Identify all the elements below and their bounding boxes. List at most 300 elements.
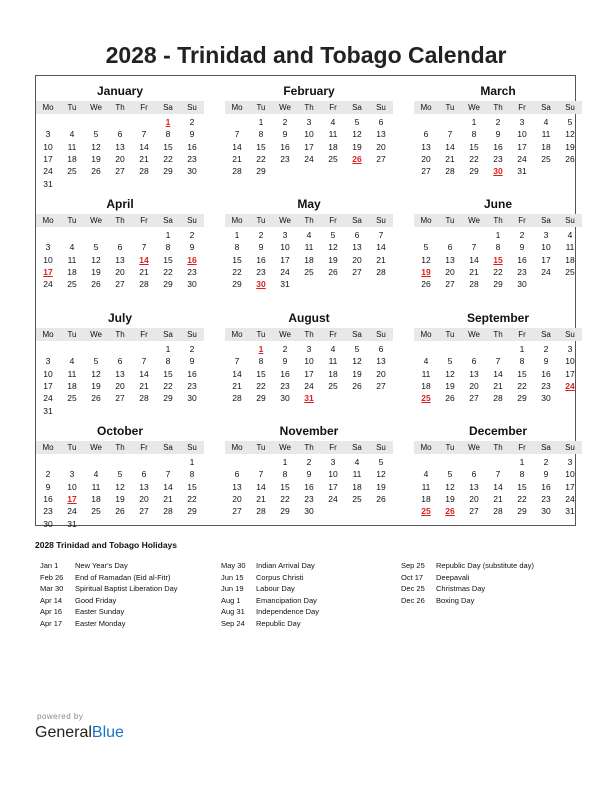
calendar-day: 27 <box>376 153 386 164</box>
calendar-day: 6 <box>117 356 123 367</box>
calendar-day: 11 <box>421 481 431 492</box>
calendar-day: 2 <box>189 230 195 240</box>
month-name: April <box>106 197 134 211</box>
calendar-day: 17 <box>43 153 53 164</box>
weekday-label: Tu <box>256 216 266 225</box>
calendar-day: 8 <box>282 469 288 480</box>
holiday-name: Deepavali <box>436 572 470 582</box>
holiday-name: Labour Day <box>256 584 295 593</box>
calendar-day: 11 <box>67 254 77 265</box>
calendar-day: 28 <box>445 166 455 177</box>
calendar-day: 23 <box>280 153 290 164</box>
calendar-day: 25 <box>352 493 362 504</box>
calendar-day: 26 <box>565 153 575 164</box>
calendar-day: 28 <box>376 266 386 277</box>
holiday-name: Indian Arrival Day <box>256 561 315 570</box>
calendar-day: 17 <box>565 368 575 379</box>
calendar-day: 14 <box>493 481 503 492</box>
holiday-name: Emancipation Day <box>256 595 317 605</box>
weekday-label: Mo <box>231 103 243 112</box>
holiday-name: Independence Day <box>256 607 319 616</box>
calendar-day: 21 <box>139 380 149 391</box>
weekday-label: Sa <box>163 216 173 225</box>
holiday-day: 25 <box>421 506 431 517</box>
calendar-day: 18 <box>421 380 431 391</box>
calendar-day: 16 <box>517 254 527 265</box>
calendar-day: 11 <box>565 242 575 253</box>
calendar-day: 21 <box>139 153 149 164</box>
weekday-label: We <box>468 103 480 112</box>
month-june <box>414 189 582 302</box>
calendar-day: 19 <box>376 481 386 492</box>
holiday-name: New Year's Day <box>75 561 128 570</box>
month-name: July <box>107 311 132 325</box>
holiday-name: Boxing Day <box>436 595 475 605</box>
holiday-date: Jan 1 <box>40 561 59 570</box>
weekday-label: Sa <box>163 330 173 339</box>
calendar-day: 2 <box>189 344 195 354</box>
calendar-day: 17 <box>565 481 575 492</box>
calendar-day: 6 <box>234 469 240 480</box>
calendar-day: 15 <box>163 254 173 265</box>
weekday-label: Mo <box>420 216 432 225</box>
calendar-day: 28 <box>256 506 266 517</box>
weekday-label: We <box>279 443 291 452</box>
calendar-day: 5 <box>378 457 384 467</box>
calendar-day: 31 <box>280 279 290 290</box>
calendar-day: 21 <box>469 266 479 277</box>
calendar-day: 4 <box>330 117 336 127</box>
calendar-day: 9 <box>543 469 549 480</box>
calendar-day: 11 <box>67 368 77 379</box>
brand-general-text: General <box>35 724 92 741</box>
calendar-day: 4 <box>330 344 336 354</box>
calendar-day: 19 <box>565 141 575 152</box>
calendar-day: 25 <box>67 279 77 290</box>
calendar-day: 6 <box>447 242 453 253</box>
calendar-day: 25 <box>565 266 575 277</box>
calendar-day: 14 <box>232 368 242 379</box>
calendar-day: 13 <box>469 481 479 492</box>
calendar-day: 9 <box>282 356 288 367</box>
powered-by-text: powered by <box>37 712 84 721</box>
calendar-day: 3 <box>45 129 51 140</box>
holiday-date: Dec 25 <box>401 584 425 593</box>
weekday-label: Tu <box>445 330 455 339</box>
weekday-label: Sa <box>541 103 551 112</box>
holiday-date: Mar 30 <box>40 584 64 593</box>
calendar-day: 9 <box>306 469 312 480</box>
calendar-day: 21 <box>493 493 503 504</box>
calendar-day: 10 <box>541 242 551 253</box>
calendar-day: 14 <box>232 141 242 152</box>
calendar-day: 22 <box>517 493 527 504</box>
calendar-day: 22 <box>163 380 173 391</box>
weekday-label: Fr <box>140 330 148 339</box>
weekday-label: Sa <box>352 103 362 112</box>
weekday-label: Mo <box>42 443 54 452</box>
weekday-label: Su <box>565 216 575 225</box>
calendar-day: 28 <box>139 279 149 290</box>
calendar-day: 3 <box>519 117 525 127</box>
calendar-day: 22 <box>163 153 173 164</box>
calendar-day: 4 <box>543 117 549 127</box>
calendar-day: 7 <box>471 242 477 253</box>
weekday-label: Tu <box>256 103 266 112</box>
calendar-day: 27 <box>352 266 362 277</box>
calendar-day: 4 <box>423 356 429 367</box>
month-name: March <box>480 84 516 98</box>
calendar-day: 1 <box>519 344 525 354</box>
calendar-day: 18 <box>67 266 77 277</box>
calendar-day: 6 <box>471 469 477 480</box>
holiday-day: 25 <box>421 393 431 404</box>
calendar-day: 21 <box>493 380 503 391</box>
calendar-day: 23 <box>517 266 527 277</box>
weekday-label: Su <box>376 330 386 339</box>
calendar-day: 23 <box>541 493 551 504</box>
calendar-grid <box>35 75 576 529</box>
weekday-label: Sa <box>541 330 551 339</box>
calendar-day: 29 <box>280 506 290 517</box>
calendar-day: 4 <box>423 469 429 480</box>
calendar-day: 9 <box>45 481 51 492</box>
weekday-label: Tu <box>67 216 77 225</box>
holiday-date: Apr 16 <box>40 607 63 616</box>
weekday-label: Tu <box>445 103 455 112</box>
calendar-day: 7 <box>141 129 147 140</box>
calendar-day: 25 <box>67 166 77 177</box>
holiday-name: Good Friday <box>75 595 117 605</box>
calendar-day: 9 <box>495 129 501 140</box>
calendar-day: 3 <box>282 230 288 240</box>
calendar-day: 13 <box>115 141 125 152</box>
calendar-day: 29 <box>469 166 479 177</box>
calendar-day: 20 <box>139 493 149 504</box>
calendar-day: 30 <box>541 393 551 404</box>
weekday-label: Su <box>376 103 386 112</box>
month-december <box>414 416 582 529</box>
calendar-day: 7 <box>141 242 147 253</box>
calendar-day: 8 <box>258 356 264 367</box>
calendar-day: 17 <box>280 254 290 265</box>
calendar-day: 5 <box>93 129 99 140</box>
calendar-day: 1 <box>165 344 171 354</box>
calendar-day: 1 <box>234 230 240 240</box>
calendar-day: 5 <box>423 242 429 253</box>
calendar-day: 12 <box>445 368 455 379</box>
weekday-label: Tu <box>67 443 77 452</box>
holiday-date: Aug 1 <box>221 595 241 605</box>
weekday-label: Th <box>493 330 503 339</box>
calendar-day: 2 <box>495 117 501 127</box>
calendar-day: 10 <box>304 356 314 367</box>
calendar-day: 14 <box>256 481 266 492</box>
weekday-label: Mo <box>231 443 243 452</box>
calendar-day: 21 <box>163 493 173 504</box>
calendar-day: 1 <box>165 230 171 240</box>
weekday-label: Mo <box>420 330 432 339</box>
calendar-day: 6 <box>354 230 360 240</box>
calendar-day: 15 <box>256 368 266 379</box>
weekday-label: We <box>90 103 102 112</box>
weekday-label: Fr <box>140 443 148 452</box>
calendar-day: 18 <box>352 481 362 492</box>
weekday-label: Mo <box>231 216 243 225</box>
weekday-label: Su <box>565 330 575 339</box>
holiday-day: 1 <box>258 344 264 354</box>
calendar-day: 11 <box>67 141 77 152</box>
calendar-day: 27 <box>469 506 479 517</box>
calendar-day: 11 <box>328 356 338 367</box>
calendar-day: 15 <box>517 481 527 492</box>
month-january <box>36 76 204 189</box>
calendar-day: 20 <box>445 266 455 277</box>
calendar-day: 24 <box>43 279 53 290</box>
weekday-label: Su <box>187 443 197 452</box>
calendar-day: 21 <box>139 266 149 277</box>
calendar-day: 28 <box>469 279 479 290</box>
calendar-day: 29 <box>517 393 527 404</box>
calendar-day: 29 <box>163 279 173 290</box>
calendar-day: 17 <box>328 481 338 492</box>
calendar-day: 20 <box>376 368 386 379</box>
weekday-label: Su <box>187 330 197 339</box>
calendar-day: 16 <box>187 368 197 379</box>
weekday-label: Su <box>376 443 386 452</box>
weekday-label: We <box>279 103 291 112</box>
weekday-label: Tu <box>256 330 266 339</box>
calendar-day: 10 <box>67 481 77 492</box>
calendar-day: 16 <box>280 368 290 379</box>
calendar-day: 26 <box>445 393 455 404</box>
calendar-day: 12 <box>91 368 101 379</box>
calendar-day: 11 <box>91 481 101 492</box>
calendar-day: 9 <box>189 129 195 140</box>
calendar-day: 4 <box>567 230 573 240</box>
weekday-label: Sa <box>352 443 362 452</box>
calendar-day: 20 <box>115 153 125 164</box>
calendar-day: 3 <box>69 469 75 480</box>
weekday-label: Th <box>493 443 503 452</box>
calendar-day: 18 <box>304 254 314 265</box>
calendar-day: 8 <box>165 356 171 367</box>
holiday-date: Apr 14 <box>40 595 63 605</box>
weekday-label: We <box>90 330 102 339</box>
calendar-day: 6 <box>378 344 384 354</box>
calendar-day: 8 <box>189 469 195 480</box>
calendar-day: 24 <box>304 380 314 391</box>
month-october <box>36 416 204 529</box>
calendar-day: 6 <box>378 117 384 127</box>
calendar-day: 13 <box>139 481 149 492</box>
calendar-day: 1 <box>519 457 525 467</box>
calendar-day: 9 <box>519 242 525 253</box>
calendar-day: 3 <box>45 242 51 253</box>
calendar-day: 19 <box>352 368 362 379</box>
calendar-day: 5 <box>117 469 123 480</box>
calendar-day: 4 <box>93 469 99 480</box>
weekday-label: Sa <box>352 216 362 225</box>
weekday-label: Th <box>493 103 503 112</box>
month-name: May <box>297 197 321 211</box>
month-august <box>225 303 393 416</box>
weekday-label: Su <box>565 443 575 452</box>
holiday-date: Oct 17 <box>401 572 424 582</box>
calendar-day: 2 <box>306 457 312 467</box>
calendar-day: 21 <box>445 153 455 164</box>
calendar-day: 28 <box>232 166 242 177</box>
calendar-day: 2 <box>45 469 51 480</box>
calendar-day: 18 <box>328 141 338 152</box>
calendar-day: 5 <box>354 117 360 127</box>
weekday-label: Mo <box>42 330 54 339</box>
calendar-day: 17 <box>43 380 53 391</box>
calendar-day: 12 <box>328 242 338 253</box>
month-november <box>225 416 393 529</box>
holiday-day: 19 <box>421 266 431 277</box>
calendar-day: 10 <box>565 469 575 480</box>
calendar-day: 17 <box>517 141 527 152</box>
calendar-day: 16 <box>256 254 266 265</box>
calendar-day: 28 <box>163 506 173 517</box>
weekday-label: We <box>468 216 480 225</box>
weekday-label: Tu <box>67 330 77 339</box>
calendar-day: 13 <box>445 254 455 265</box>
weekday-label: Fr <box>518 216 526 225</box>
calendar-day: 13 <box>352 242 362 253</box>
weekday-label: Th <box>304 216 314 225</box>
weekday-label: Mo <box>42 103 54 112</box>
calendar-day: 20 <box>469 493 479 504</box>
calendar-day: 16 <box>187 141 197 152</box>
calendar-day: 15 <box>163 141 173 152</box>
holiday-name: Spiritual Baptist Liberation Day <box>75 584 178 593</box>
weekday-label: Fr <box>329 330 337 339</box>
calendar-day: 10 <box>304 129 314 140</box>
calendar-day: 16 <box>43 493 53 504</box>
weekday-label: Sa <box>163 103 173 112</box>
calendar-day: 17 <box>541 254 551 265</box>
weekday-label: Th <box>115 103 125 112</box>
calendar-day: 3 <box>306 344 312 354</box>
calendar-day: 6 <box>423 129 429 140</box>
calendar-day: 25 <box>328 153 338 164</box>
calendar-day: 28 <box>493 393 503 404</box>
generalblue-logo[interactable] <box>35 724 124 742</box>
calendar-day: 9 <box>189 242 195 253</box>
calendar-day: 2 <box>189 117 195 127</box>
holiday-day: 24 <box>565 380 575 391</box>
calendar-day: 25 <box>328 380 338 391</box>
calendar-day: 23 <box>187 153 197 164</box>
calendar-day: 13 <box>376 356 386 367</box>
holiday-name: Easter Sunday <box>75 607 125 616</box>
calendar-day: 16 <box>304 481 314 492</box>
calendar-day: 6 <box>117 242 123 253</box>
weekday-label: Fr <box>329 443 337 452</box>
calendar-day: 5 <box>93 356 99 367</box>
calendar-day: 29 <box>187 506 197 517</box>
calendar-day: 27 <box>115 393 125 404</box>
calendar-day: 30 <box>541 506 551 517</box>
calendar-day: 8 <box>495 242 501 253</box>
holiday-name: End of Ramadan (Eid al-Fitr) <box>75 572 171 582</box>
calendar-day: 20 <box>115 266 125 277</box>
calendar-day: 1 <box>282 457 288 467</box>
calendar-day: 27 <box>469 393 479 404</box>
calendar-day: 24 <box>565 493 575 504</box>
calendar-day: 7 <box>141 356 147 367</box>
calendar-day: 12 <box>445 481 455 492</box>
calendar-day: 20 <box>352 254 362 265</box>
weekday-label: Th <box>115 443 125 452</box>
calendar-day: 24 <box>328 493 338 504</box>
calendar-day: 27 <box>376 380 386 391</box>
calendar-day: 9 <box>258 242 264 253</box>
calendar-day: 7 <box>234 356 240 367</box>
holiday-day: 30 <box>256 279 266 290</box>
calendar-day: 29 <box>493 279 503 290</box>
calendar-day: 10 <box>43 254 53 265</box>
calendar-day: 29 <box>232 279 242 290</box>
calendar-day: 5 <box>93 242 99 253</box>
calendar-day: 28 <box>232 393 242 404</box>
weekday-label: Tu <box>445 443 455 452</box>
calendar-day: 13 <box>115 368 125 379</box>
calendar-day: 24 <box>541 266 551 277</box>
calendar-day: 27 <box>421 166 431 177</box>
calendar-day: 22 <box>187 493 197 504</box>
weekday-label: Fr <box>518 330 526 339</box>
calendar-day: 23 <box>187 266 197 277</box>
weekday-label: Tu <box>445 216 455 225</box>
weekday-label: Mo <box>231 330 243 339</box>
holiday-date: May 30 <box>221 561 246 570</box>
calendar-day: 22 <box>232 266 242 277</box>
calendar-day: 15 <box>280 481 290 492</box>
weekday-label: Tu <box>256 443 266 452</box>
weekday-label: Th <box>304 103 314 112</box>
brand-blue-text: Blue <box>91 724 124 741</box>
calendar-day: 29 <box>256 393 266 404</box>
calendar-day: 4 <box>69 356 75 367</box>
holiday-day: 31 <box>304 393 314 404</box>
calendar-day: 5 <box>354 344 360 354</box>
calendar-day: 21 <box>376 254 386 265</box>
calendar-day: 7 <box>258 469 264 480</box>
calendar-day: 27 <box>445 279 455 290</box>
calendar-day: 18 <box>421 493 431 504</box>
month-name: June <box>483 197 512 211</box>
calendar-day: 31 <box>565 506 575 517</box>
calendar-day: 18 <box>565 254 575 265</box>
calendar-day: 14 <box>445 141 455 152</box>
holiday-day: 17 <box>67 493 77 504</box>
calendar-day: 30 <box>187 166 197 177</box>
calendar-day: 22 <box>256 380 266 391</box>
calendar-day: 24 <box>43 166 53 177</box>
calendar-day: 12 <box>115 481 125 492</box>
calendar-day: 18 <box>328 368 338 379</box>
calendar-day: 3 <box>567 457 573 467</box>
month-name: February <box>283 84 335 98</box>
weekday-label: We <box>279 330 291 339</box>
calendar-day: 30 <box>280 393 290 404</box>
calendar-day: 1 <box>471 117 477 127</box>
calendar-day: 9 <box>282 129 288 140</box>
calendar-day: 15 <box>517 368 527 379</box>
